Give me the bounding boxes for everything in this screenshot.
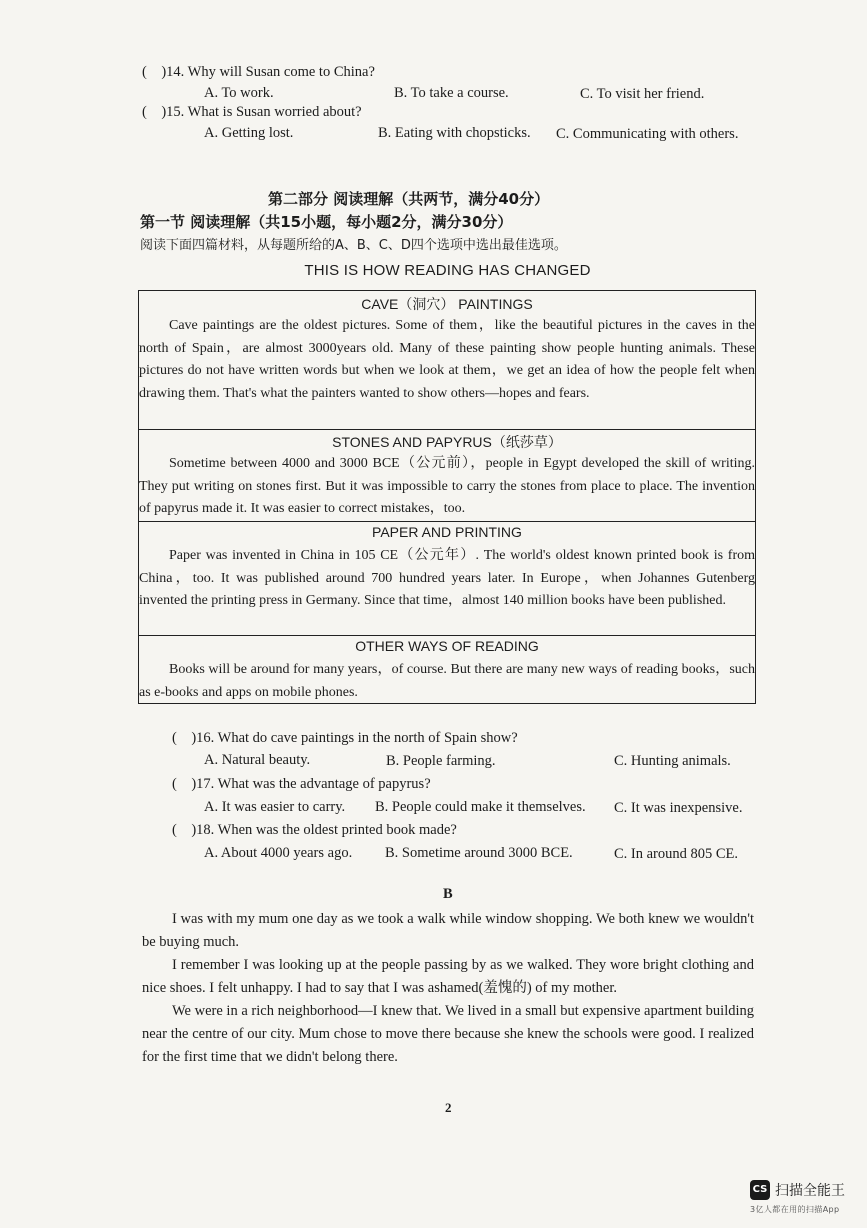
section-title: 第一节 阅读理解（共15小题，每小题2分，满分30分） xyxy=(140,213,513,231)
question-14-option-a: A. To work. xyxy=(204,85,274,101)
question-17-option-c: C. It was inexpensive. xyxy=(614,800,743,816)
question-18-option-b: B. Sometime around 3000 BCE. xyxy=(385,845,573,861)
page-number: 2 xyxy=(445,1100,452,1115)
passage-b-paragraph-1 xyxy=(142,908,754,954)
box-heading: STONES AND PAPYRUS（纸莎草） xyxy=(332,434,562,450)
box-heading: PAPER AND PRINTING xyxy=(372,524,522,540)
box-section-other xyxy=(139,635,755,703)
paragraph-text: I remember I was looking up at the people passing by as we walked. They wore bright clothing and nice shoes. I felt unhappy. I had to say that I was ashamed(羞愧的) of my mother. xyxy=(142,957,754,996)
passage-b-paragraph-2 xyxy=(142,954,754,1000)
question-14-stem: ( )14. Why will Susan come to China? xyxy=(142,64,375,80)
article-title: THIS IS HOW READING HAS CHANGED xyxy=(304,262,591,279)
question-16-option-a: A. Natural beauty. xyxy=(204,752,311,768)
question-18-stem: ( )18. When was the oldest printed book made? xyxy=(172,822,457,838)
paragraph-text: We were in a rich neighborhood—I knew that. We lived in a small but expensive apartment building near the centre of our city. Mum chose to move there because she knew the schools were good. I realized for the first time that we didn't belong there. xyxy=(142,1003,754,1065)
box-text xyxy=(139,545,755,613)
box-text xyxy=(139,453,755,521)
box-section-cave xyxy=(139,291,755,429)
instruction: 阅读下面四篇材料，从每题所给的A、B、C、D四个选项中选出最佳选项。 xyxy=(140,238,567,253)
box-text-content: Paper was invented in China in 105 CE（公元年）. The world's oldest known printed book is from China，too. It was published around 700 hundred years later. In Europe，when Johannes Gutenberg invented the printing press in Germany. Since that time，almost 140 million books have been published. xyxy=(139,548,755,609)
question-18-option-a: A. About 4000 years ago. xyxy=(204,845,353,861)
question-15-stem: ( )15. What is Susan worried about? xyxy=(142,104,362,120)
box-text-content: Sometime between 4000 and 3000 BCE（公元前），people in Egypt developed the skill of writing. They put writing on stones first. But it was impossible to carry the stones from place to place. The invention of papyrus made it. It was easier to correct mistakes，too. xyxy=(139,456,755,517)
question-15-option-c: C. Communicating with others. xyxy=(556,126,739,142)
watermark-subtitle: 3亿人都在用的扫描App xyxy=(750,1205,840,1214)
question-14-option-b: B. To take a course. xyxy=(394,85,509,101)
part-title: 第二部分 阅读理解（共两节，满分40分） xyxy=(268,190,550,208)
question-16-stem: ( )16. What do cave paintings in the north of Spain show? xyxy=(172,730,518,746)
question-18-option-c: C. In around 805 CE. xyxy=(614,846,739,862)
camscanner-logo-icon: CS xyxy=(750,1180,770,1200)
box-text-content: Cave paintings are the oldest pictures. Some of them，like the beautiful pictures in the caves in the north of Spain，are almost 3000years old. Many of these painting show people hunting animals. These pictures do not have written words but when we look at them，we get an idea of how the people felt when drawing them. That's what the painters wanted to show others—hopes and fears. xyxy=(139,318,755,401)
question-14-option-c: C. To visit her friend. xyxy=(580,86,705,102)
box-section-paper xyxy=(139,521,755,635)
paragraph-text: I was with my mum one day as we took a walk while window shopping. We both knew we wouldn't be buying much. xyxy=(142,911,754,950)
box-text-content: Books will be around for many years，of course. But there are many new ways of reading books，such as e-books and apps on mobile phones. xyxy=(139,662,755,700)
question-16-option-b: B. People farming. xyxy=(386,753,496,769)
passage-b-paragraph-3 xyxy=(142,1000,754,1069)
question-17-option-b: B. People could make it themselves. xyxy=(375,799,586,815)
box-text xyxy=(139,659,755,704)
question-17-stem: ( )17. What was the advantage of papyrus? xyxy=(172,776,431,792)
box-section-stones xyxy=(139,429,755,521)
scanner-watermark xyxy=(750,1178,860,1222)
passage-b-heading: B xyxy=(443,886,453,902)
box-text xyxy=(139,315,755,405)
question-16-option-c: C. Hunting animals. xyxy=(614,753,731,769)
question-15-option-a: A. Getting lost. xyxy=(204,125,294,141)
question-15-option-b: B. Eating with chopsticks. xyxy=(378,125,531,141)
box-heading: OTHER WAYS OF READING xyxy=(355,638,539,654)
box-heading: CAVE（洞穴） PAINTINGS xyxy=(361,296,533,312)
reading-box xyxy=(138,290,756,704)
question-17-option-a: A. It was easier to carry. xyxy=(204,799,346,815)
watermark-name: 扫描全能王 xyxy=(775,1183,845,1199)
